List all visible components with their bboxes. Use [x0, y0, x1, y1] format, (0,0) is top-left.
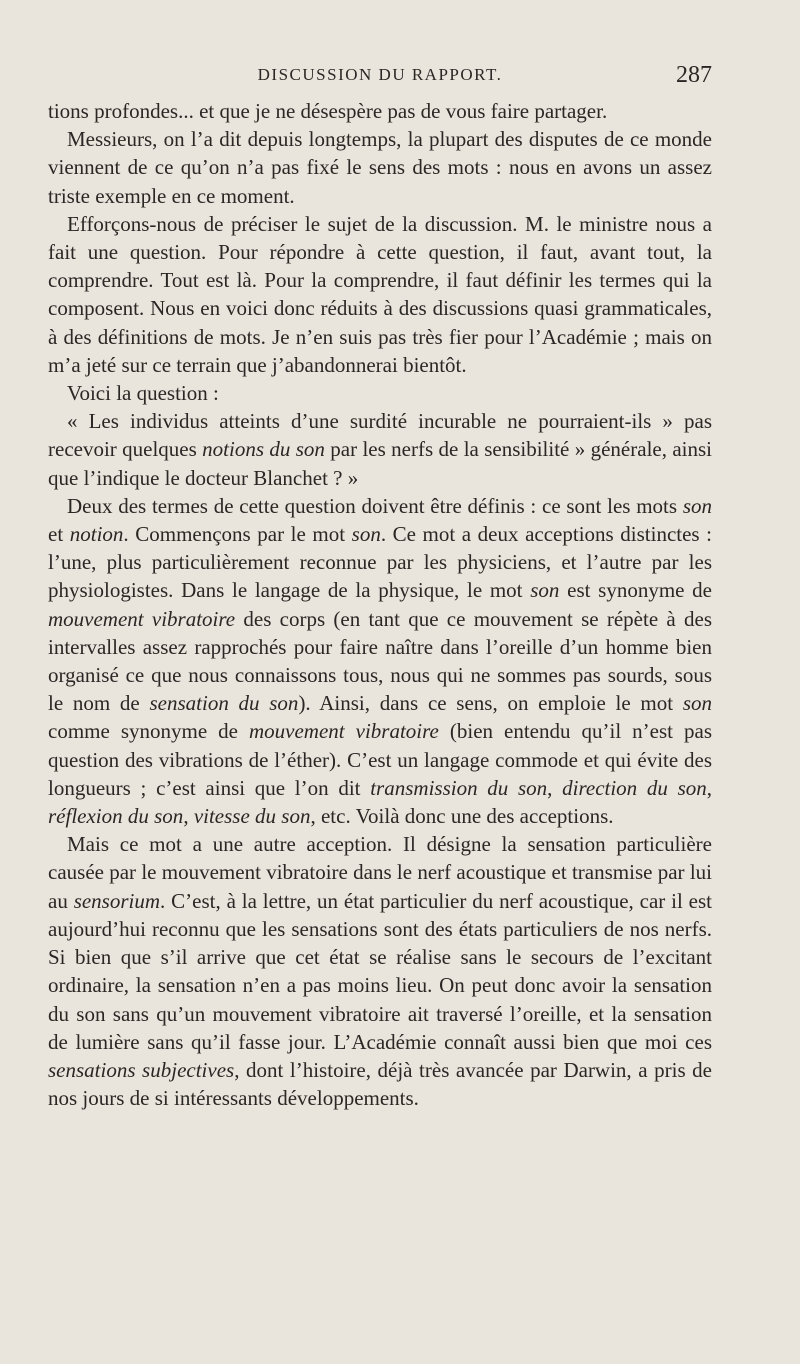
italic-text: son: [682, 691, 712, 716]
text-run: , etc. Voilà donc une des acceptions.: [310, 804, 614, 829]
paragraph: [48, 210, 712, 379]
italic-text: son: [682, 493, 712, 518]
italic-text: réflexion du son: [48, 804, 184, 829]
italic-text: notions du son: [202, 437, 325, 462]
running-head: DISCUSSION DU RAPPORT.: [257, 65, 503, 84]
italic-text: son: [351, 522, 381, 547]
text-run: ,: [183, 804, 194, 829]
text-run: par les nerfs de la sensibilité » générale, ainsi que l’indique le docteur Blanchet ? »: [48, 437, 712, 490]
italic-text: son: [530, 578, 560, 603]
text-run: Messieurs, on l’a dit depuis longtemps, la plupart des disputes de ce monde viennent de ce qu’on n’a pas fixé le sens des mots : nous en avons un assez triste exemple en ce moment.: [48, 127, 712, 208]
text-run: (bien entendu qu’il n’est pas question des vibrations de l’éther). C’est un langage commode et qui évite des longueurs ; c’est ainsi que l’on dit: [48, 719, 713, 800]
text-run: Mais ce mot a une autre acception. Il désigne la sensation particulière causée par le mouvement vibratoire dans le nerf acoustique et transmise par lui au: [48, 832, 712, 913]
paragraph: [48, 492, 712, 830]
italic-text: sensations subjectives: [48, 1057, 235, 1082]
text-run: est synonyme de: [559, 578, 712, 603]
italic-text: mouvement vibratoire: [48, 606, 236, 631]
text-run: ,: [706, 775, 713, 800]
text-run: . C’est, à la lettre, un état particulier du nerf acoustique, car il est aujourd’hui reconnu que les sensations sont des états particuliers de nos nerfs. Si bien que s’il arrive que cet état se réalise sans le secours de l’excitant ordinaire, la sensation n’en a pas moins lieu. On peut donc avoir la sensation du son sans qu’un mouvement vibratoire ait traversé l’oreille, et la sensation de lumière sans qu’il fasse jour. L’Académie connaît aussi bien que moi ces: [48, 888, 712, 1054]
text-run: ,: [547, 775, 563, 800]
text-run: des corps (en tant que ce mouvement se répète à des intervalles assez rapprochés pour faire naître dans l’oreille d’un homme bien organisé ce que nous connaissons tous, nous qui ne sommes pas sourds, sous le nom de: [48, 606, 712, 716]
paragraph: [48, 125, 712, 210]
text-run: « Les individus atteints d’une surdité incurable ne pourraient-ils » pas recevoir quelques: [48, 409, 712, 462]
italic-text: sensation du son: [149, 691, 299, 716]
text-run: Voici la question :: [67, 381, 219, 406]
italic-text: vitesse du son: [193, 804, 311, 829]
italic-text: notion: [69, 522, 124, 547]
paragraph: [48, 97, 712, 125]
paragraph: [48, 379, 712, 407]
italic-text: sensorium: [73, 888, 161, 913]
italic-text: mouvement vibratoire: [249, 719, 439, 744]
page-number: 287: [676, 62, 712, 88]
paragraph: [48, 407, 712, 492]
text-run: et: [48, 522, 70, 547]
text-run: ). Ainsi, dans ce sens, on emploie le mot: [298, 691, 683, 716]
text-run: Efforçons-nous de préciser le sujet de la discussion. M. le ministre nous a fait une question. Pour répondre à cette question, il faut, avant tout, la comprendre. Tout est là. Pour la comprendre, il faut définir les termes qui la composent. Nous en voici donc réduits à des discussions quasi grammaticales, à des définitions de mots. Je n’en suis pas très fier pour l’Académie ; mais on m’a jeté sur ce terrain que j’abandonnerai bientôt.: [48, 211, 712, 377]
text-run: . Commençons par le mot: [123, 522, 352, 547]
text-run: . Ce mot a deux acceptions distinctes : l’une, plus particulièrement reconnue par les physiciens, et l’autre par les physiologistes. Dans le langage de la physique, le mot: [48, 522, 712, 603]
page-header: [48, 58, 712, 92]
text-run: , dont l’histoire, déjà très avancée par Darwin, a pris de nos jours de si intéressants développements.: [48, 1057, 712, 1111]
text-run: tions profondes... et que je ne désespère pas de vous faire partager.: [48, 99, 608, 123]
italic-text: transmission du son: [370, 775, 548, 800]
italic-text: direction du son: [562, 775, 707, 800]
text-run: comme synonyme de: [48, 719, 249, 744]
text-run: Deux des termes de cette question doivent être définis : ce sont les mots: [67, 493, 683, 518]
body-text: [48, 97, 712, 1112]
paragraph: [48, 830, 712, 1112]
